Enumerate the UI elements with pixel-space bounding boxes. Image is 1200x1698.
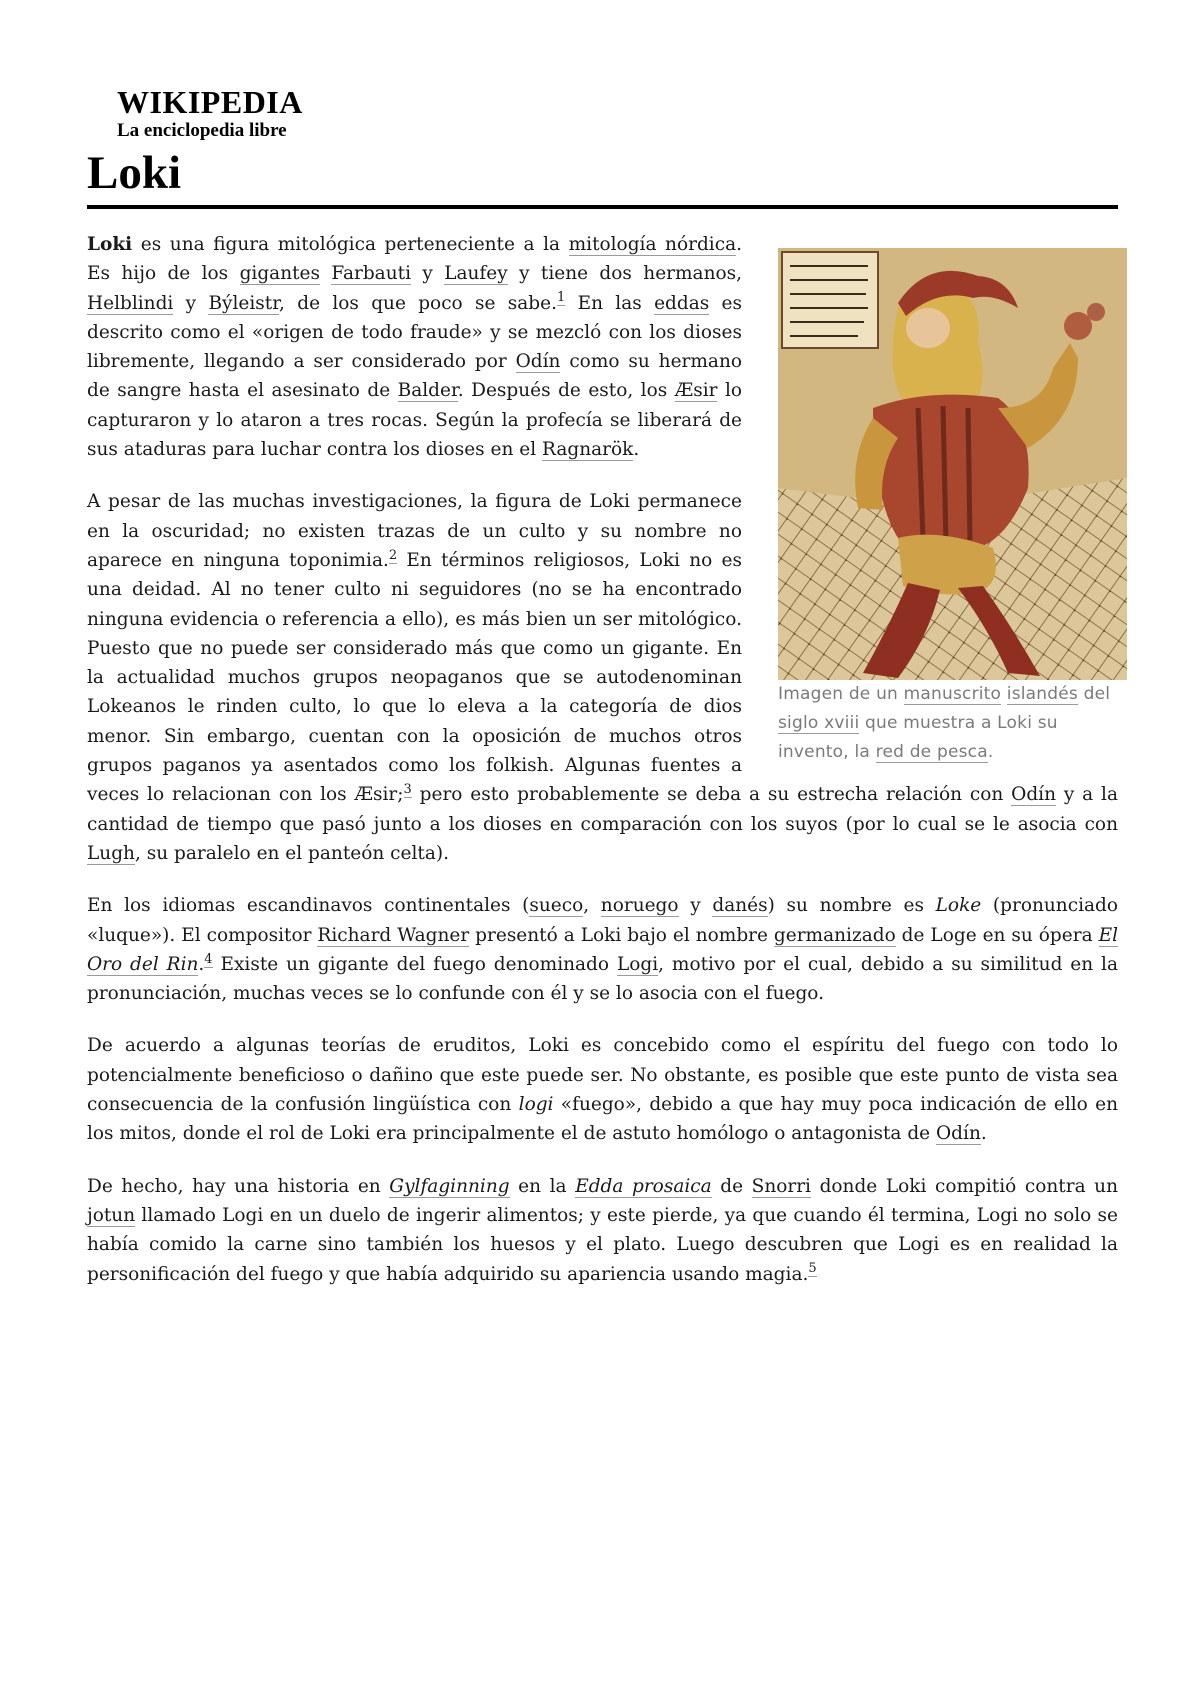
wikipedia-logo[interactable]: [117, 84, 337, 142]
link-el-oro-del-rin[interactable]: El Oro del Rin: [87, 924, 1118, 975]
link-germanizado[interactable]: germanizado: [773, 924, 896, 946]
logo-wordmark: WIKIPEDIA: [117, 84, 303, 120]
article-body: [87, 230, 1118, 1312]
link-odin[interactable]: Odín: [936, 1123, 981, 1145]
link-siglo-xviii[interactable]: siglo xviii: [778, 713, 860, 733]
italic-term: logi: [518, 1094, 554, 1116]
link-logi[interactable]: Logi: [616, 953, 659, 975]
link-helblindi[interactable]: Helblindi: [87, 292, 174, 314]
link-farbauti[interactable]: Farbauti: [331, 263, 411, 285]
article-figure: [778, 248, 1118, 767]
link-byleistr[interactable]: Býleistr: [208, 292, 280, 314]
link-odin[interactable]: Odín: [1011, 784, 1056, 806]
logo-tagline: La enciclopedia libre: [117, 120, 287, 141]
figure-caption: Imagen de un manuscrito islandés del siglo xviii que muestra a Loki su invento, la red de pesca.: [778, 684, 1111, 762]
link-richard-wagner[interactable]: Richard Wagner: [317, 924, 470, 946]
lead-term: Loki: [87, 234, 133, 255]
paragraph-4: De acuerdo a algunas teorías de eruditos, Loki es concebido como el espíritu del fuego con todo lo potencialmente beneficioso o dañino que este puede ser. No obstante, es posible que este punto de vista sea consecuencia de la confusión lingüística con logi «fuego», debido a que hay muy poca indicación de ello en los mitos, donde el rol de Loki era principalmente el de astuto homólogo o antagonista de Odín.: [87, 1035, 1118, 1145]
link-aesir[interactable]: Æsir: [674, 380, 718, 402]
link-ragnarok[interactable]: Ragnarök: [542, 439, 634, 461]
paragraph-5: De hecho, hay una historia en Gylfaginning en la Edda prosaica de Snorri donde Loki compitió contra un jotun llamado Logi en un duelo de ingerir alimentos; y este pierde, ya que cuando él termina, Logi no solo se había comido la carne sino también los huesos y el plato. Luego descubren que Logi es en realidad la personificación del fuego y que había adquirido su apariencia usando magia.$^5$: [87, 1175, 1119, 1285]
link-danes[interactable]: danés: [712, 895, 768, 917]
link-gigantes[interactable]: gigantes: [239, 263, 320, 285]
link-laufey[interactable]: Laufey: [444, 263, 508, 285]
title-divider: [87, 205, 1118, 209]
link-gylfaginning[interactable]: Gylfaginning: [389, 1175, 510, 1197]
reference-4[interactable]: 4: [204, 951, 213, 967]
page-title: Loki: [87, 147, 182, 199]
link-islandes[interactable]: islandés: [1006, 684, 1078, 704]
paragraph-3: En los idiomas escandinavos continentales (sueco, noruego y danés) su nombre es Loke (pronunciado «luque»). El compositor Richard Wagner presentó a Loki bajo el nombre germanizado de Loge en su ópera El Oro del Rin.$^4$ Existe un gigante del fuego denominado Logi, motivo por el cual, debido a su similitud en la pronunciación, muchas veces se lo confunde con él y se lo asocia con el fuego.: [87, 895, 1118, 1005]
paragraph-1: Loki es una figura mitológica perteneciente a la mitología nórdica. Es hijo de los gigantes Farbauti y Laufey y tiene dos hermanos, Helblindi y Býleistr, de los que poco se sabe.$^1$ En las eddas es descrito como el «origen de todo fraude» y se mezcló con los dioses libremente, llegando a ser considerado por Odín como su hermano de sangre hasta el asesinato de Balder. Después de esto, los Æsir lo capturaron y lo ataron a tres rocas. Según la profecía se liberará de sus ataduras para luchar contra los dioses en el Ragnarök.: [87, 234, 743, 461]
reference-5[interactable]: 5: [808, 1261, 817, 1277]
link-jotun[interactable]: jotun: [87, 1204, 136, 1226]
link-manuscrito[interactable]: manuscrito: [903, 684, 1002, 704]
manuscript-illustration-icon[interactable]: [778, 248, 1127, 680]
link-odin[interactable]: Odín: [515, 351, 561, 373]
link-mitologia-nordica[interactable]: mitología nórdica: [568, 234, 737, 255]
italic-term: Loke: [935, 895, 982, 917]
link-noruego[interactable]: noruego: [600, 895, 679, 917]
link-balder[interactable]: Balder: [397, 380, 458, 402]
link-snorri[interactable]: Snorri: [751, 1175, 811, 1197]
link-edda-prosaica[interactable]: Edda prosaica: [575, 1175, 712, 1197]
link-sueco[interactable]: sueco: [529, 895, 584, 917]
link-red-de-pesca[interactable]: red de pesca: [875, 742, 988, 762]
link-lugh[interactable]: Lugh: [87, 842, 135, 864]
reference-3[interactable]: 3: [403, 782, 412, 798]
reference-2[interactable]: 2: [388, 547, 398, 563]
reference-1[interactable]: 1: [556, 290, 566, 306]
paragraph-2: A pesar de las muchas investigaciones, la figura de Loki permanece en la oscuridad; no existen trazas de un culto y su nombre no aparece en ninguna toponimia.$^2$ En términos religiosos, Loki no es una deidad. Al no tener culto ni seguidores (no se ha encontrado ninguna evidencia o referencia a ello), es más bien un ser mitológico. Puesto que no puede ser considerado más que como un gigante. En la actualidad muchos grupos neopaganos que se autodenominan Lokeanos le rinden culto, lo que lo eleva a la categoría de dios menor. Sin embargo, cuentan con la oposición de muchos otros grupos paganos ya asentados como los folkish. Algunas fuentes a veces lo relacionan con los Æsir;$^3$ pero esto probablemente se deba a su estrecha relación con Odín y a la cantidad de tiempo que pasó junto a los dioses en comparación con los suyos (por lo cual se le asocia con Lugh, su paralelo en el panteón celta).: [87, 491, 1118, 864]
link-eddas[interactable]: eddas: [654, 292, 710, 314]
